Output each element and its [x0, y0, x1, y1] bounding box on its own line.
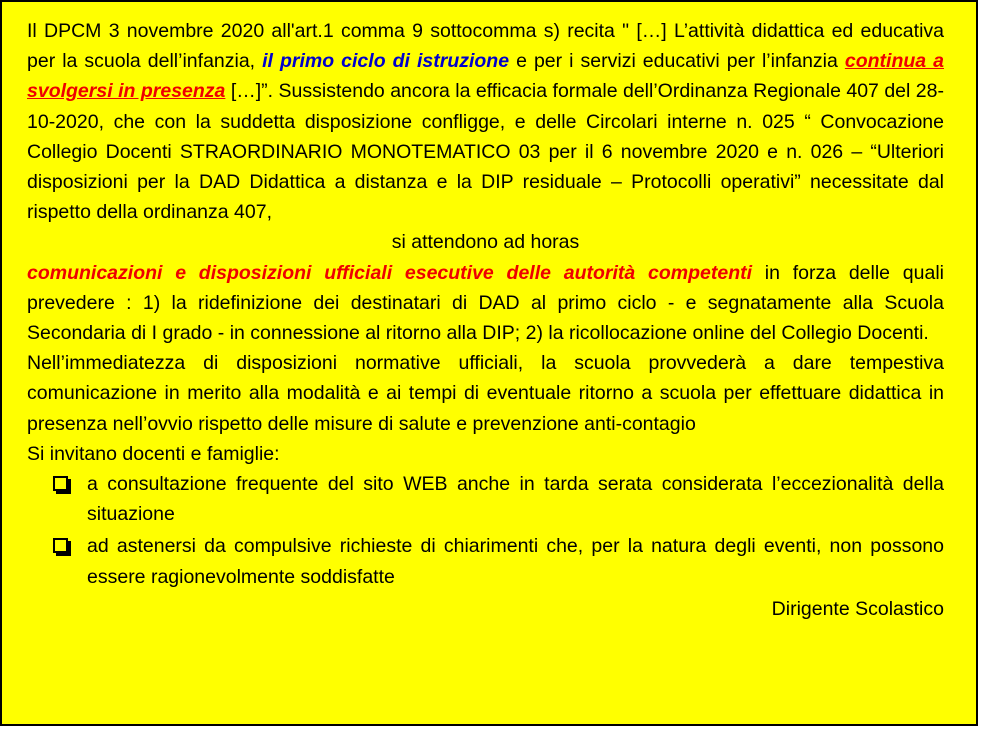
highlight-comunicazioni: comunicazioni e disposizioni ufficiali esecutive delle autorità competenti: [27, 261, 753, 284]
checkbox-bullet-icon: [53, 538, 68, 553]
paragraph-dpcm-text-c: […]”. Sussistendo ancora la efficacia formale dell’Ordinanza Regionale 407 del 28-10-2020, che con la suddetta disposizione confligge, e delle Circolari interne n. 025 “ Convocazione Collegio Docenti STRAORDINARIO MONOTEMATICO 03 per il 6 novembre 2020 e n. 026 – “Ulteriori disposizioni per la DAD Didattica a distanza e la DIP residuale – Protocolli operativi” necessitate dal rispetto della ordinanza 407,: [27, 80, 944, 224]
paragraph-dpcm: [27, 16, 944, 227]
list-item-text: a consultazione frequente del sito WEB anche in tarda serata considerata l’eccezionalità della situazione: [87, 473, 944, 526]
paragraph-comunicazioni-text: in forza delle quali prevedere : 1) la ridefinizione dei destinatari di DAD al primo ciclo - e segnatamente alla Scuola Secondaria di I grado - in connessione al ritorno alla DIP; 2) la ricollocazione online del Collegio Docenti.: [27, 261, 944, 345]
notice-content: [27, 16, 944, 624]
invite-list: [27, 469, 944, 592]
highlight-primo-ciclo: il primo ciclo di istruzione: [262, 50, 510, 73]
list-item-text: ad astenersi da compulsive richieste di chiarimenti che, per la natura degli eventi, non possono essere ragionevolmente soddisfatte: [87, 535, 944, 588]
invite-intro: Si invitano docenti e famiglie:: [27, 442, 280, 465]
paragraph-dpcm-text-b: e per i servizi educativi per l’infanzia: [509, 50, 845, 73]
centered-line: si attendono ad horas: [391, 231, 580, 254]
checkbox-bullet-icon: [53, 476, 68, 491]
list-item: [27, 531, 944, 591]
paragraph-immediatezza: Nell’immediatezza di disposizioni normative ufficiali, la scuola provvederà a dare tempestiva comunicazione in merito alla modalità e ai tempi di eventuale ritorno a scuola per effettuare didattica in presenza nell’ovvio rispetto delle misure di salute e prevenzione anti-contagio: [27, 352, 944, 435]
signature: Dirigente Scolastico: [771, 597, 944, 620]
highlight-continua-presenza: continua a svolgersi in presenza: [27, 50, 944, 103]
list-item: [27, 469, 944, 529]
paragraph-comunicazioni: [27, 258, 944, 349]
paragraph-dpcm-text-a: Il DPCM 3 novembre 2020 all'art.1 comma 9 sottocomma s) recita " […] L’attività didattica ed educativa per la scuola dell’infanzia,: [27, 20, 944, 73]
